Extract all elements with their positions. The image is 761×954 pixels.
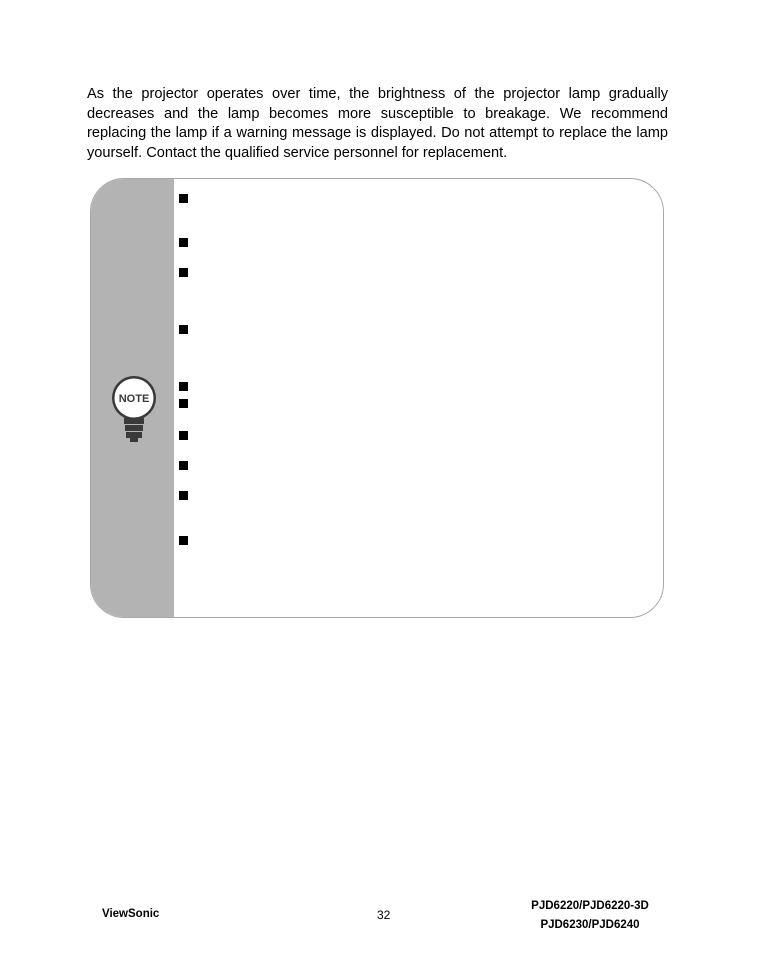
bullet-4 xyxy=(179,325,188,334)
footer-model-line-1: PJD6220/PJD6220-3D xyxy=(531,900,649,912)
footer-brand: ViewSonic xyxy=(102,908,160,920)
lightbulb-note-icon xyxy=(110,375,158,443)
bullet-10 xyxy=(179,536,188,545)
bullet-5 xyxy=(179,382,188,391)
bullet-2 xyxy=(179,238,188,247)
bullet-9 xyxy=(179,491,188,500)
page-number: 32 xyxy=(377,908,391,922)
bullet-8 xyxy=(179,461,188,470)
note-sidebar xyxy=(91,179,174,617)
bullet-6 xyxy=(179,399,188,408)
note-box xyxy=(90,178,664,618)
note-icon-label: NOTE xyxy=(118,393,150,405)
footer-model-line-2: PJD6230/PJD6240 xyxy=(540,919,640,931)
bullet-7 xyxy=(179,431,188,440)
intro-paragraph: As the projector operates over time, the brightness of the projector lamp gradually decreases and the lamp becomes more susceptible to breakage. We recommend replacing the lamp if a warning message is displayed. Do not attempt to replace the lamp yourself. Contact the qualified service personnel for replacement. xyxy=(87,86,668,161)
bullet-1 xyxy=(179,194,188,203)
bullet-3 xyxy=(179,268,188,277)
